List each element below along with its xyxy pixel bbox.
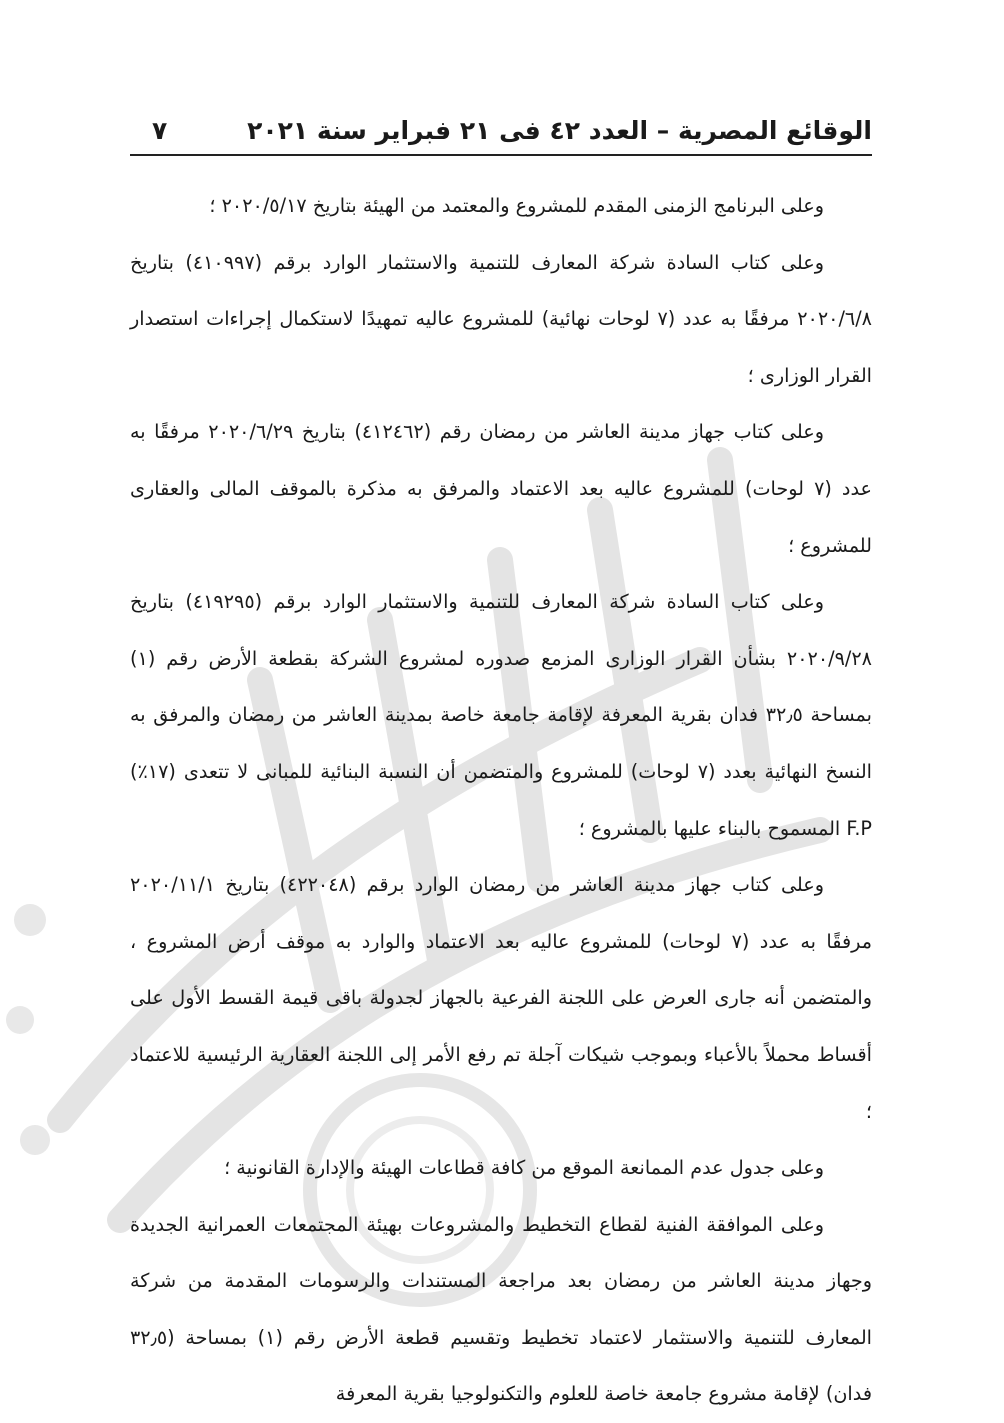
page-number: ٧: [152, 116, 168, 145]
paragraph-city-authority-letter-2: وعلى كتاب جهاز مدينة العاشر من رمضان الوارد برقم (٤٢٢٠٤٨) بتاريخ ٢٠٢٠/١١/١ مرفقًا به عدد (٧ لوحات) للمشروع عاليه بعد الاعتماد والوارد به موقف أرض المشروع ، والمتضمن أنه جارى العرض على اللجنة الفرعية بالجهاز لجدولة باقى قيمة القسط الأول على أقساط محملاً بالأعباء وبموجب شيكات آجلة تم رفع الأمر إلى اللجنة العقارية الرئيسية للاعتماد ؛: [130, 873, 872, 1123]
paragraph-timeline: وعلى البرنامج الزمنى المقدم للمشروع والمعتمد من الهيئة بتاريخ ٢٠٢٠/٥/١٧ ؛: [209, 194, 824, 217]
paragraph-company-letter-1: وعلى كتاب السادة شركة المعارف للتنمية والاستثمار الوارد برقم (٤١٠٩٩٧) بتاريخ ٢٠٢٠/٦/٨ مرفقًا به عدد (٧ لوحات نهائية) للمشروع عاليه تمهيدًا لاستكمال إجراءات استصدار القرار الوزارى ؛: [130, 250, 872, 387]
decree-body: [130, 178, 872, 1423]
paragraph-no-objection-table: وعلى جدول عدم الممانعة الموقع من كافة قطاعات الهيئة والإدارة القانونية ؛: [224, 1156, 824, 1180]
header-divider: [130, 154, 872, 156]
gazette-title: الوقائع المصرية – العدد ٤٢ فى ٢١ فبراير سنة ٢٠٢١: [247, 116, 872, 145]
paragraph-technical-approval: وعلى الموافقة الفنية لقطاع التخطيط والمشروعات بهيئة المجتمعات العمرانية الجديدة وجهاز مدينة العاشر من رمضان بعد مراجعة المستندات والرسومات المقدمة من شركة المعارف للتنمية والاستثمار لاعتماد تخطيط وتقسيم قطعة الأرض رقم (١) بمساحة (٣٢٫٥ فدان) لإقامة مشروع جامعة خاصة للعلوم والتكنولوجيا بقرية المعرفة: [130, 1212, 873, 1406]
paragraph-city-authority-letter-1: وعلى كتاب جهاز مدينة العاشر من رمضان رقم (٤١٢٤٦٢) بتاريخ ٢٠٢٠/٦/٢٩ مرفقًا به عدد (٧ لوحات) للمشروع عاليه بعد الاعتماد والمرفق به مذكرة بالموقف المالى والعقارى للمشروع ؛: [130, 420, 873, 557]
paragraph-company-letter-2: وعلى كتاب السادة شركة المعارف للتنمية والاستثمار الوارد برقم (٤١٩٢٩٥) بتاريخ ٢٠٢٠/٩/٢٨ بشأن القرار الوزارى المزمع صدوره لمشروع الشركة بقطعة الأرض رقم (١) بمساحة ٣٢٫٥ فدان بقرية المعرفة لإقامة جامعة خاصة بمدينة العاشر من رمضان والمرفق به النسخ النهائية بعدد (٧ لوحات) للمشروع والمتضمن أن النسبة البنائية للمبانى لا تتعدى (١٧٪) F.P المسموح بالبناء عليها بالمشروع ؛: [130, 590, 872, 840]
page-header: [130, 112, 872, 154]
